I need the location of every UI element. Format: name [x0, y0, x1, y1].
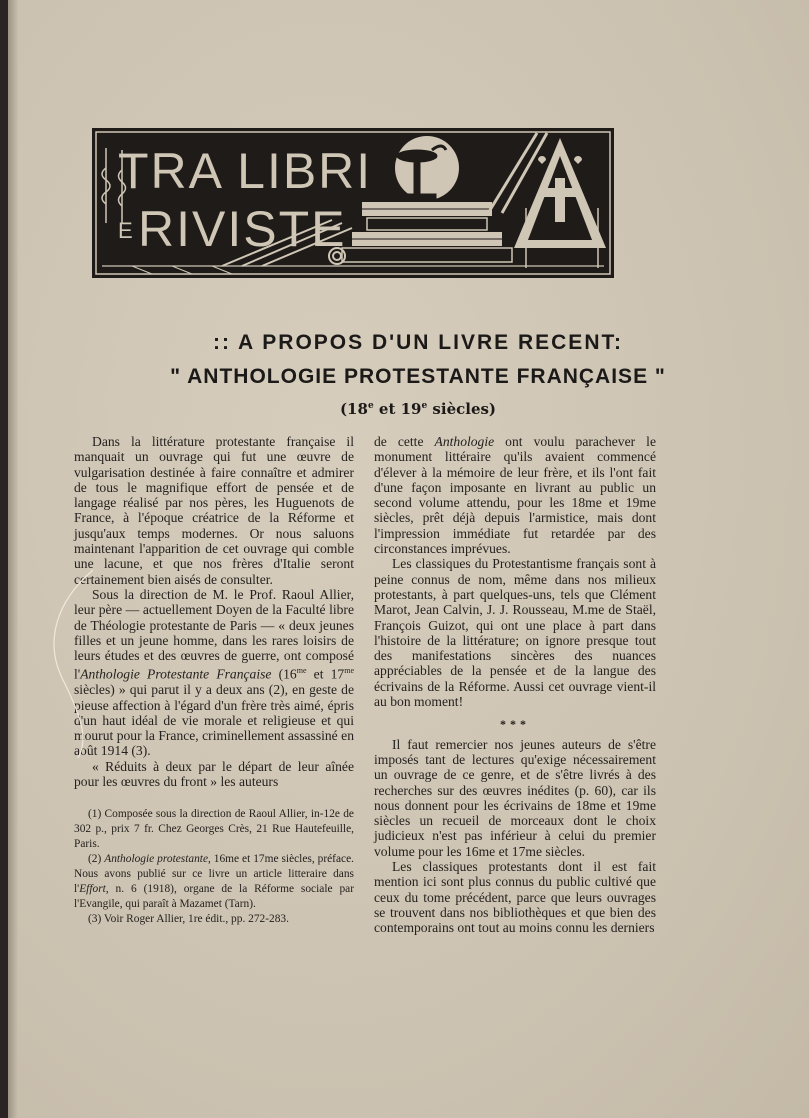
right-paragraph-3: Il faut remercier nos jeunes auteurs de s'être imposés tant de lectures qu'exige nécessairement un ouvrage de ce genre, et de s'être livrés à des recherches sur des œuvres inédites (p. 60), car ils nous donnent pour les écrivains de 18me et 19me siècles un recueil de morceaux dont le choix judicieux n'est pas inférieur à celui du premier volume pour les 16me et 17me siècles.	[374, 736, 656, 859]
footnote-1: (1) Composée sous la direction de Raoul Allier, in-12e de 302 p., prix 7 fr. Chez Georges Crès, 21 Rue Hautefeuille, Paris.	[74, 808, 354, 851]
left-paragraph-2: Sous la direction de M. le Prof. Raoul Allier, leur père — actuellement Doyen de la Faculté libre de Théologie protestante de Paris — « deux jeunes filles et un jeune homme, dans les rares loisirs de leurs études et des œuvres de guerre, ont composé l'Anthologie Protestante Française ($16^{me}$ et $17^{me}$ siècles) » qui parut il y a deux ans (2), en geste de pieuse affection à l'égard d'un frère très aimé, épris d'un haut idéal de vie morale et religieuse et qui mourut pour la France, criminellement assassiné en août 1914 (3).	[74, 586, 354, 759]
moon-shape	[395, 136, 459, 200]
left-column	[74, 434, 354, 927]
left-paragraph-1: Dans la littérature protestante française il manquait un ouvrage qui fut une œuvre de vulgarisation destinée à faire connaître et admirer de tous le magnifique effort de pensée et de langage réalisé par nos pères, les Huguenots de France, à l'époque créatrice de la Réforme et jusqu'aux temps modernes. Or nous saluons maintenant l'apparition de cet ouvrage qui comble une lacune, et que nos frères d'Italie seront certainement bien aisés de consulter.	[74, 434, 354, 587]
section-separator: ***	[500, 717, 530, 732]
article-heading	[68, 330, 768, 419]
right-paragraph-2: Les classiques du Protestantisme français sont à peine connus de nom, même dans nos milieux protestants, à part quelques-uns, tels que Clément Marot, Jean Calvin, J. J. Rousseau, M.me de Staël, François Guizot, qui ont une place à part dans l'histoire de la littérature; on ignore presque tout des manifestations sincères des nuances appréciables de la pensée et de la langue des écrivains de la Réforme. Aussi cet ouvrage vient-il au bon moment!	[374, 556, 656, 710]
books-stack-icon	[342, 202, 512, 262]
heading-line3: (18e et 19e siècles)	[339, 400, 497, 418]
banner-line1: TRA LIBRI	[118, 143, 373, 199]
right-paragraph-4: Les classiques protestants dont il est fait mention ici sont plus connus du public cultivé que ceux du tome précédent, parce que leurs ouvrages se trouvent dans nos bibliothèques et que bien des contemporains ont tout au moins connu les derniers	[374, 859, 656, 936]
footnote-2: (2) Anthologie protestante, 16me et 17me siècles, préface. Nous avons publié sur ce livre un article litteraire dans l'Effort, n. 6 (1918), organe de la Réforme sociale par l'Evangile, qui paraît à Mazamet (Tarn).	[74, 853, 354, 911]
banner-woodcut	[92, 128, 614, 278]
banner-illustration	[92, 128, 614, 278]
page	[8, 0, 809, 1118]
heading-line1: :: A PROPOS D'UN LIVRE RECENT:	[213, 331, 623, 354]
heading-line2: " ANTHOLOGIE PROTESTANTE FRANÇAISE "	[170, 365, 666, 388]
banner-line2-initial: E	[118, 218, 133, 243]
right-column	[374, 434, 656, 936]
right-paragraph-1: de cette Anthologie ont voulu parachever le monument littéraire qu'ils avaient commencé d'élever à la mémoire de leur frère, et ils l'ont fait d'une façon imposante en livrant au public un second volume attendu, pour les 18me et 19me siècles, prêt déjà depuis l'armistice, mais dont l'impression immédiate fut retardée par des circonstances imprévues.	[374, 434, 656, 557]
banner-line2: RIVISTE	[138, 201, 347, 257]
footnote-3: (3) Voir Roger Allier, 1re édit., pp. 272-283.	[88, 913, 289, 926]
left-paragraph-3: « Réduits à deux par le départ de leur aînée pour les œuvres du front » les auteurs	[74, 758, 354, 790]
page-binding-edge	[8, 0, 18, 1118]
footnotes	[74, 807, 354, 927]
